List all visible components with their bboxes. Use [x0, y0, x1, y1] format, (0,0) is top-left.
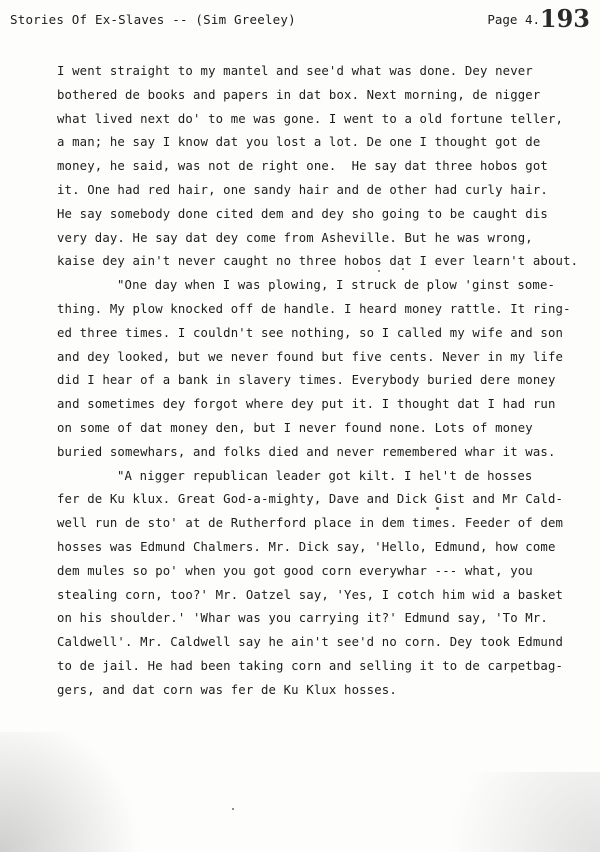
transcript-body: [57, 60, 592, 703]
text-line: "A nigger republican leader got kilt. I hel't de hosses: [117, 468, 533, 483]
text-line: fer de Ku klux. Great God-a-mighty, Dave and Dick Gist and Mr Cald-: [57, 492, 564, 507]
text-line: buried somewhars, and folks died and never remembered whar it was.: [57, 444, 556, 459]
stamped-page-number: 193: [539, 4, 590, 33]
text-line: He say somebody done cited dem and dey sho going to be caught dis: [57, 206, 548, 221]
document-title: Stories Of Ex-Slaves -- (Sim Greeley): [10, 12, 296, 27]
text-line: gers, and dat corn was fer de Ku Klux hosses.: [57, 682, 397, 697]
text-line: and sometimes dey forgot where dey put it. I thought dat I had run: [57, 397, 556, 412]
text-line: ed three times. I couldn't see nothing, so I called my wife and son: [57, 325, 564, 340]
text-line: "One day when I was plowing, I struck de plow 'ginst some-: [117, 278, 556, 293]
text-line: on some of dat money den, but I never found none. Lots of money: [57, 420, 533, 435]
paragraph-2: [57, 274, 592, 464]
text-line: what lived next do' to me was gone. I went to a old fortune teller,: [57, 111, 564, 126]
text-line: a man; he say I know dat you lost a lot. De one I thought got de: [57, 135, 541, 150]
text-line: to de jail. He had been taking corn and selling it to de carpetbag-: [57, 658, 564, 673]
page-number-label: Page 4.: [487, 12, 540, 27]
text-line: dem mules so po' when you got good corn everywhar --- what, you: [57, 563, 533, 578]
text-line: did I hear of a bank in slavery times. Everybody buried dere money: [57, 373, 556, 388]
paragraph-3: [57, 465, 592, 703]
text-line: bothered de books and papers in dat box. Next morning, de nigger: [57, 87, 541, 102]
scan-speck: [436, 507, 439, 510]
paragraph-1: [57, 60, 592, 274]
scan-shadow: [0, 732, 160, 852]
scan-speck: [402, 268, 404, 270]
text-line: stealing corn, too?' Mr. Oatzel say, 'Yes, I cotch him wid a basket: [57, 587, 564, 602]
text-line: hosses was Edmund Chalmers. Mr. Dick say, 'Hello, Edmund, how come: [57, 539, 556, 554]
text-line: very day. He say dat dey come from Asheville. But he was wrong,: [57, 230, 533, 245]
scan-speck: [232, 808, 234, 810]
text-line: thing. My plow knocked off de handle. I heard money rattle. It ring-: [57, 301, 571, 316]
scan-speck: [378, 270, 380, 272]
text-line: well run de sto' at de Rutherford place in dem times. Feeder of dem: [57, 516, 564, 531]
text-line: I went straight to my mantel and see'd what was done. Dey never: [57, 64, 533, 78]
text-line: on his shoulder.' 'Whar was you carrying it?' Edmund say, 'To Mr.: [57, 611, 548, 626]
text-line: kaise dey ain't never caught no three hobos dat I ever learn't about.: [57, 254, 579, 269]
text-line: and dey looked, but we never found but five cents. Never in my life: [57, 349, 564, 364]
text-line: money, he said, was not de right one. He say dat three hobos got: [57, 159, 548, 174]
page-header: [10, 4, 590, 38]
scan-shadow: [400, 772, 600, 852]
text-line: Caldwell'. Mr. Caldwell say he ain't see'd no corn. Dey took Edmund: [57, 635, 564, 650]
text-line: it. One had red hair, one sandy hair and de other had curly hair.: [57, 182, 548, 197]
